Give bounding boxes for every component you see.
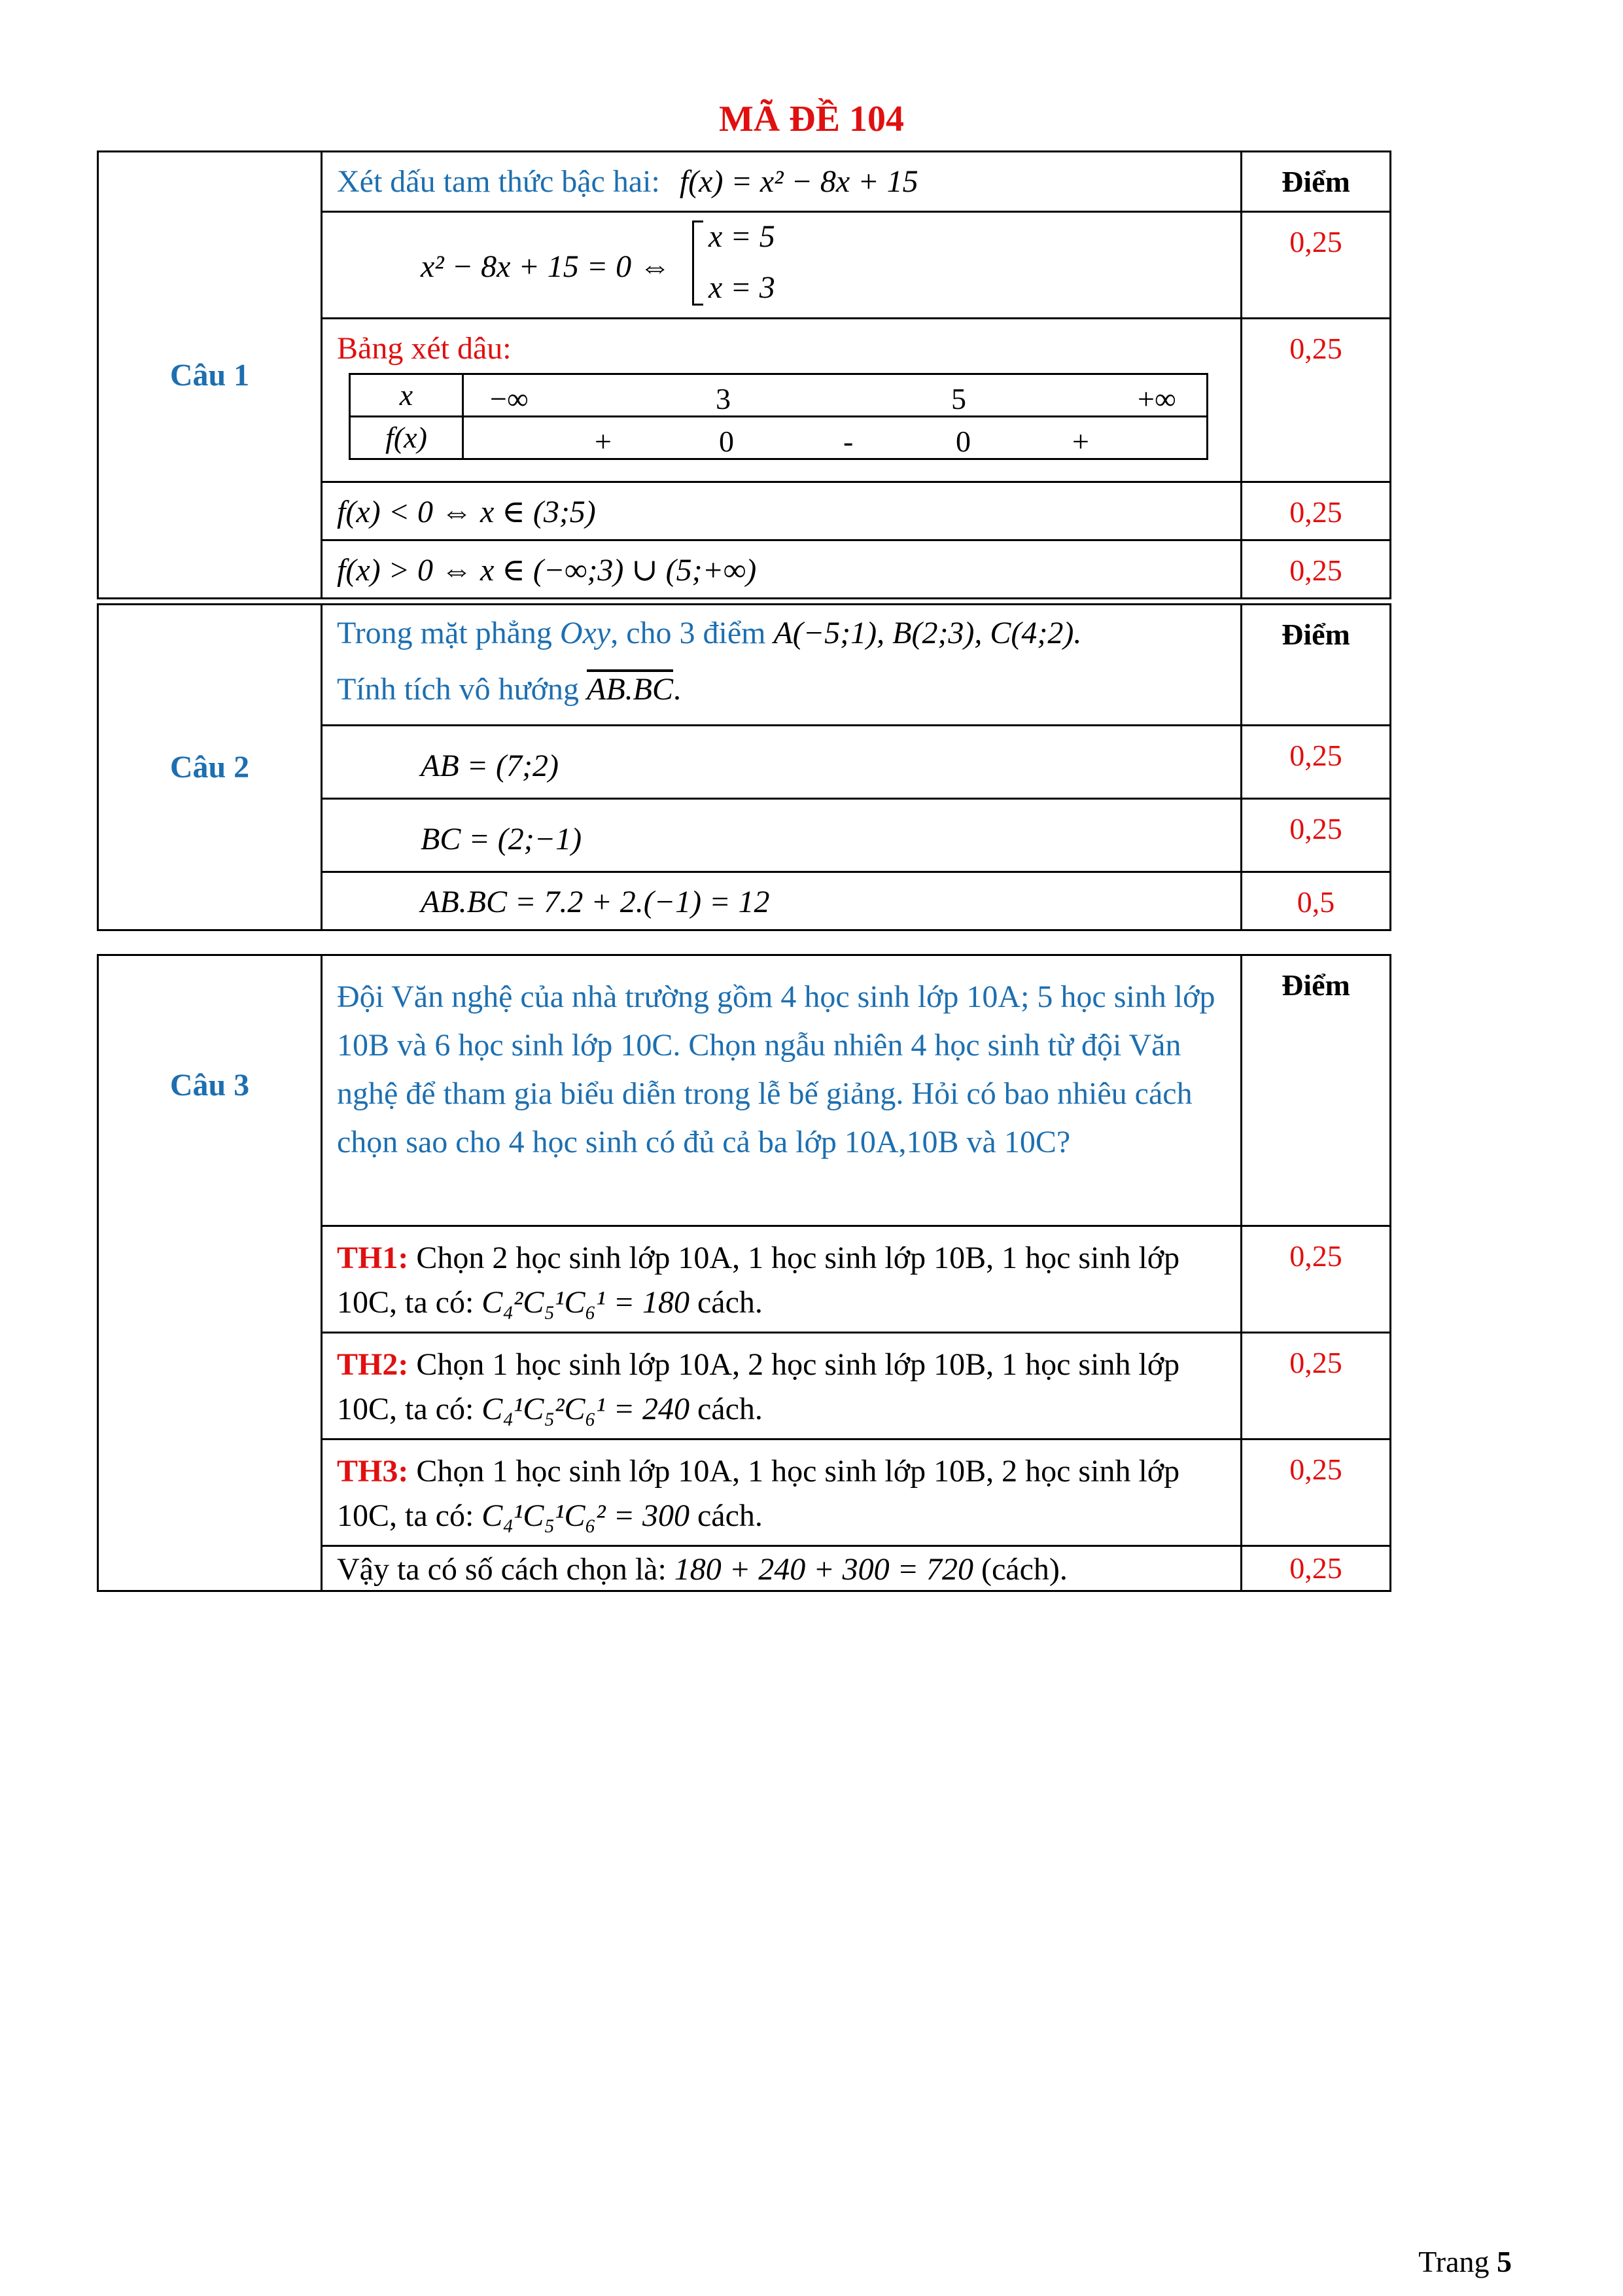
question-2-label: Câu 2 <box>98 605 322 930</box>
case-1 <box>323 1227 1240 1332</box>
oxy-plane: Oxy <box>559 616 611 650</box>
score: 0,25 <box>1242 1546 1391 1591</box>
score-header: Điểm <box>1242 605 1391 726</box>
sign-table-x-header: x <box>350 374 463 417</box>
zero-1: 0 <box>719 425 734 458</box>
x-value-5: 5 <box>951 382 966 415</box>
sign-table-title: Bảng xét dâu: <box>337 331 512 366</box>
points-coordinates: A(−5;1), B(2;3), C(4;2). <box>773 616 1082 650</box>
score: 0,25 <box>1242 799 1391 872</box>
question-2-table <box>97 603 1391 931</box>
sign-minus: - <box>843 425 854 458</box>
question-2-prompt: Trong mặt phẳng Oxy, cho 3 điểm A(−5;1), B(2;3), C(4;2). Tính tích vô hướng AB.BC. <box>337 616 1082 707</box>
x-pos-inf: +∞ <box>1138 382 1176 415</box>
case-2 <box>323 1333 1240 1438</box>
question-3-prompt: Đội Văn nghệ của nhà trường gồm 4 học sinh lớp 10A; 5 học sinh lớp 10B và 6 học sinh lớp 10C. Chọn ngẫu nhiên 4 học sinh từ đội Văn nghệ để tham gia biểu diễn trong lễ bế giảng. Hỏi có bao nhiêu cách chọn sao cho 4 học sinh có đủ cả ba lớp 10A,10B và 10C? <box>337 980 1215 1159</box>
case-2-suffix: cách. <box>689 1392 763 1426</box>
question-1-function: f(x) = x² − 8x + 15 <box>679 164 918 199</box>
exam-code-title: MÃ ĐỀ 104 <box>718 99 905 139</box>
page-number <box>1418 2244 1512 2279</box>
case-1-text: Chọn 2 học sinh lớp 10A, 1 học sinh lớp 10B, 1 học sinh lớp 10C, ta có: <box>337 1241 1180 1320</box>
case-3-label: TH3: <box>337 1454 409 1489</box>
question-3-table <box>97 954 1391 1592</box>
sign-table-fx-values <box>463 417 1208 459</box>
dot-product-step: AB.BC = 7.2 + 2.(−1) = 12 <box>421 885 770 919</box>
score-header: Điểm <box>1242 152 1391 212</box>
question-1-label: Câu 1 <box>98 152 322 599</box>
question-2-text-c: Tính tích vô hướng <box>337 672 580 707</box>
sign-table-x-values <box>463 374 1208 417</box>
question-2-text-b: , cho 3 điểm <box>610 616 774 650</box>
vector-ab-step: AB = (7;2) <box>421 749 559 783</box>
case-1-suffix: cách. <box>689 1285 763 1320</box>
score: 0,25 <box>1242 319 1391 482</box>
root-1: x = 5 <box>708 219 775 254</box>
score: 0,25 <box>1242 1439 1391 1546</box>
x-neg-inf: −∞ <box>490 382 529 415</box>
question-2-text-a: Trong mặt phẳng <box>337 616 560 650</box>
case-2-text: Chọn 1 học sinh lớp 10A, 2 học sinh lớp 10B, 1 học sinh lớp 10C, ta có: <box>337 1347 1180 1426</box>
sign-table <box>349 373 1208 460</box>
sign-plus-1: + <box>595 425 612 458</box>
total-text: Vậy ta có số cách chọn là: <box>337 1552 667 1587</box>
total-step <box>323 1547 1240 1590</box>
question-1-text: Xét dấu tam thức bậc hai: <box>337 164 660 199</box>
case-3-text: Chọn 1 học sinh lớp 10A, 1 học sinh lớp 10B, 2 học sinh lớp 10C, ta có: <box>337 1454 1180 1533</box>
page-label: Trang <box>1418 2245 1490 2278</box>
page-number-value: 5 <box>1497 2245 1512 2278</box>
x-value-3: 3 <box>716 382 731 415</box>
case-2-formula: C₄¹C₅²C₆¹ = 240 <box>481 1392 689 1426</box>
case-3-suffix: cách. <box>689 1498 763 1533</box>
score: 0,5 <box>1242 872 1391 930</box>
score-header: Điểm <box>1242 955 1391 1226</box>
equation-lhs: x² − 8x + 15 = 0 ⇔ <box>421 249 671 284</box>
negative-interval-step: f(x) < 0 ⇔ x ∈ (3;5) <box>337 495 596 529</box>
case-1-label: TH1: <box>337 1241 409 1275</box>
zero-2: 0 <box>956 425 971 458</box>
total-suffix: (cách). <box>973 1552 1068 1587</box>
case-1-formula: C₄²C₅¹C₆¹ = 180 <box>481 1285 689 1320</box>
sign-table-fx-header: f(x) <box>350 417 463 459</box>
case-3 <box>323 1440 1240 1545</box>
case-2-label: TH2: <box>337 1347 409 1382</box>
score: 0,25 <box>1242 1333 1391 1439</box>
positive-interval-step: f(x) > 0 ⇔ x ∈ (−∞;3) ∪ (5;+∞) <box>337 553 757 588</box>
vector-bc-step: BC = (2;−1) <box>421 822 582 857</box>
sign-table-block <box>323 319 1240 473</box>
question-1-roots-step <box>323 213 1240 317</box>
dot-product-expression: AB.BC <box>587 672 674 707</box>
score: 0,25 <box>1242 212 1391 319</box>
score: 0,25 <box>1242 1226 1391 1333</box>
sign-plus-2: + <box>1072 425 1089 458</box>
question-1-prompt <box>323 152 1240 209</box>
case-3-formula: C₄¹C₅¹C₆² = 300 <box>481 1498 689 1533</box>
root-bracket <box>692 221 703 306</box>
score: 0,25 <box>1242 482 1391 540</box>
root-2: x = 3 <box>708 270 775 305</box>
total-formula: 180 + 240 + 300 = 720 <box>674 1552 973 1587</box>
score: 0,25 <box>1242 540 1391 599</box>
score: 0,25 <box>1242 726 1391 799</box>
question-1-table <box>97 150 1391 599</box>
question-3-label: Câu 3 <box>98 955 322 1591</box>
